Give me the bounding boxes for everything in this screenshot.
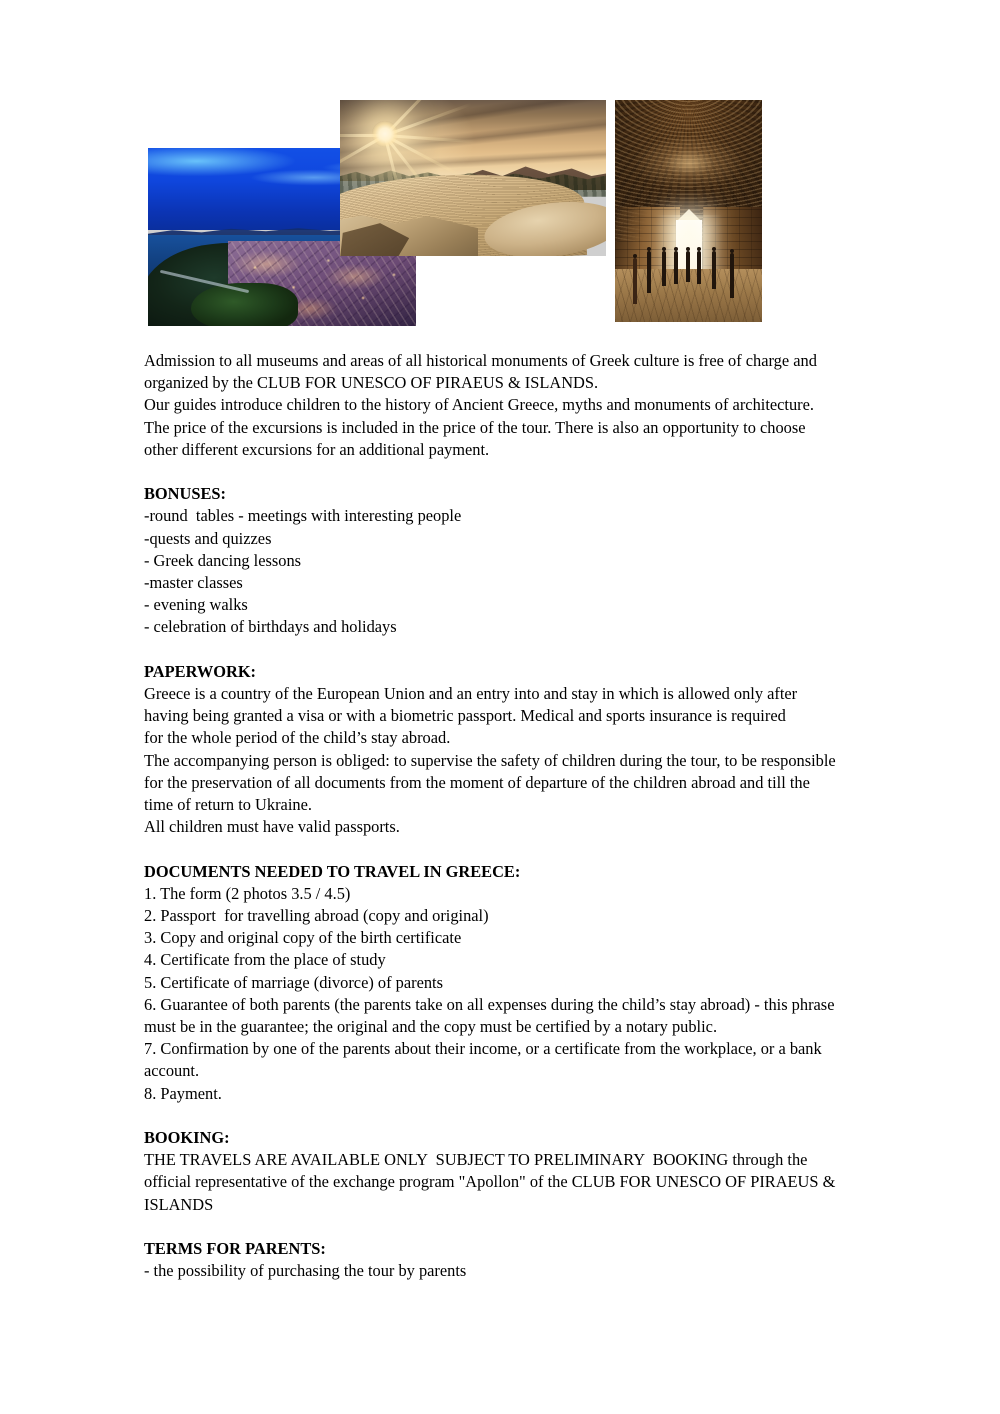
bonuses-item: -quests and quizzes xyxy=(144,528,272,548)
visitor-silhouette xyxy=(662,251,666,287)
paperwork-line: Greece is a country of the European Union and an entry into and stay in which is allowed only after xyxy=(144,684,798,704)
documents-line: 6. Guarantee of both parents (the parents take on all expenses during the child’s stay abroad) - this phrase xyxy=(144,994,835,1014)
documents-line: 8. Payment. xyxy=(144,1083,222,1103)
photo-collage xyxy=(0,0,1000,340)
booking-line: ISLANDS xyxy=(144,1194,214,1214)
booking-line: THE TRAVELS ARE AVAILABLE ONLY SUBJECT TO PRELIMINARY BOOKING through the xyxy=(144,1150,808,1170)
spacer xyxy=(144,1105,934,1127)
paperwork-line: for the whole period of the child’s stay abroad. xyxy=(144,728,451,748)
documents-line: 7. Confirmation by one of the parents about their income, or a certificate from the workplace, or a bank xyxy=(144,1039,822,1059)
documents-line: account. xyxy=(144,1061,200,1081)
booking-section xyxy=(144,1127,934,1216)
paperwork-heading: PAPERWORK: xyxy=(144,661,257,681)
paperwork-line: time of return to Ukraine. xyxy=(144,795,312,815)
photo-ancient-amphitheatre-at-sunrise xyxy=(340,100,606,256)
paperwork-section xyxy=(144,661,934,839)
documents-heading: DOCUMENTS NEEDED TO TRAVEL IN GREECE: xyxy=(144,861,521,881)
bonuses-item: -round tables - meetings with interesting people xyxy=(144,506,462,526)
documents-line: must be in the guarantee; the original and the copy must be certified by a notary public. xyxy=(144,1017,718,1037)
documents-line: 1. The form (2 photos 3.5 / 4.5) xyxy=(144,883,351,903)
visitor-silhouette xyxy=(686,251,690,282)
bonuses-item: - evening walks xyxy=(144,595,248,615)
bonuses-section xyxy=(144,483,934,638)
intro-line: Admission to all museums and areas of all historical monuments of Greek culture is free of charge and xyxy=(144,351,817,370)
spacer xyxy=(144,1216,934,1238)
spacer xyxy=(144,639,934,661)
booking-line: official representative of the exchange program "Apollon" of the CLUB FOR UNESCO OF PIRAEUS & xyxy=(144,1172,836,1192)
terms-line: - the possibility of purchasing the tour by parents xyxy=(144,1261,467,1281)
booking-heading: BOOKING: xyxy=(144,1128,230,1148)
documents-section xyxy=(144,861,934,1105)
intro-line: The price of the excursions is included in the price of the tour. There is also an opportunity to choose xyxy=(144,417,806,437)
visitor-silhouette xyxy=(730,253,734,297)
terms-heading: TERMS FOR PARENTS: xyxy=(144,1239,326,1259)
bonuses-item: - Greek dancing lessons xyxy=(144,550,302,570)
dome-apex-light xyxy=(634,136,744,190)
paperwork-line: The accompanying person is obliged: to supervise the safety of children during the tour, to be responsible xyxy=(144,750,836,770)
paperwork-line: having being granted a visa or with a biometric passport. Medical and sports insurance is required xyxy=(144,706,786,726)
documents-line: 5. Certificate of marriage (divorce) of parents xyxy=(144,972,443,992)
visitor-silhouette xyxy=(647,251,651,293)
spacer xyxy=(144,461,934,483)
terms-section xyxy=(144,1238,934,1282)
paperwork-line: for the preservation of all documents from the moment of departure of the children abroad and till the xyxy=(144,772,810,792)
visitor-silhouette xyxy=(674,251,678,284)
intro-line: other different excursions for an additional payment. xyxy=(144,439,490,459)
documents-line: 2. Passport for travelling abroad (copy and original) xyxy=(144,906,489,926)
visitor-silhouette xyxy=(633,258,637,305)
spacer xyxy=(144,838,934,860)
visitor-silhouette xyxy=(712,251,716,289)
intro-line: organized by the CLUB FOR UNESCO OF PIRAEUS & ISLANDS. xyxy=(144,373,599,393)
bonuses-item: -master classes xyxy=(144,573,243,593)
intro-paragraph xyxy=(144,350,934,461)
bonuses-heading: BONUSES: xyxy=(144,484,226,504)
photo-beehive-tomb-interior xyxy=(615,100,762,322)
documents-line: 4. Certificate from the place of study xyxy=(144,950,386,970)
document-text-body xyxy=(144,350,934,1282)
intro-line: Our guides introduce children to the history of Ancient Greece, myths and monuments of architecture. xyxy=(144,395,814,415)
bonuses-item: - celebration of birthdays and holidays xyxy=(144,617,397,637)
visitor-silhouette xyxy=(697,251,701,284)
documents-line: 3. Copy and original copy of the birth certificate xyxy=(144,928,462,948)
paperwork-line: All children must have valid passports. xyxy=(144,817,400,837)
